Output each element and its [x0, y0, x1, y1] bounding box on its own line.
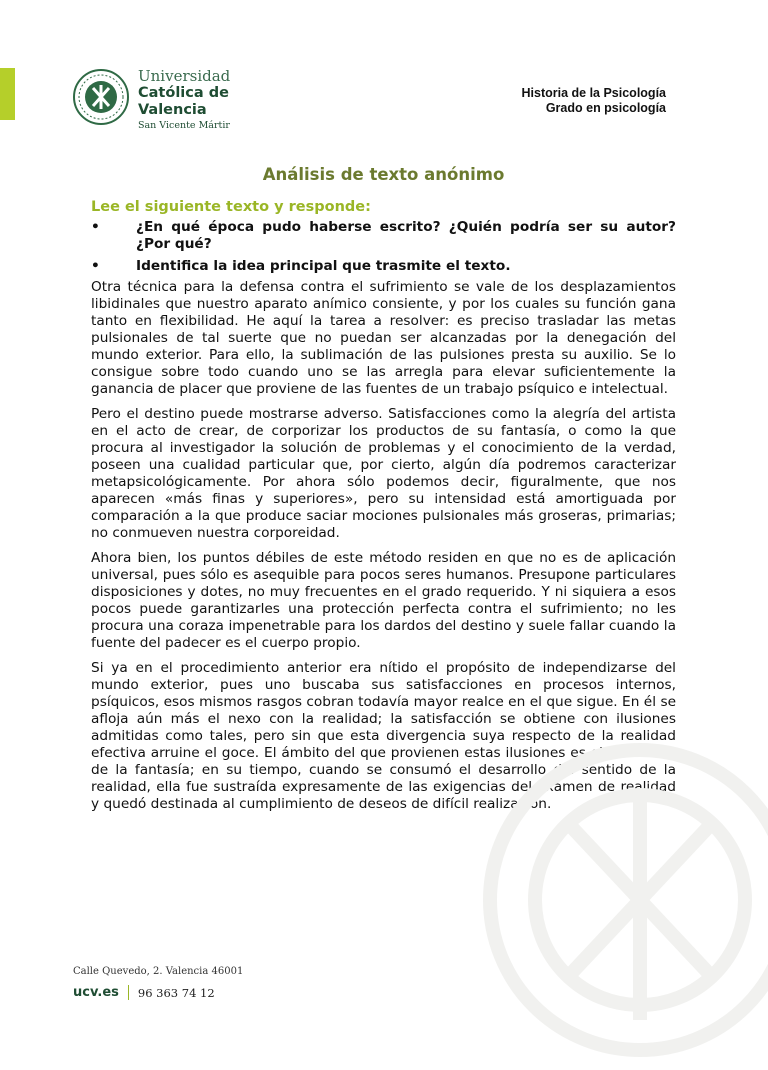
document-body [91, 166, 676, 821]
accent-bar [0, 68, 15, 120]
website-link[interactable]: ucv.es [73, 985, 119, 1000]
bullet-icon: • [91, 219, 100, 235]
question-text: Identifica la idea principal que trasmite el texto. [136, 258, 511, 274]
paragraph: Si ya en el procedimiento anterior era nítido el propósito de independizarse del mundo exterior, pues uno buscaba sus satisfacciones en procesos internos, psíquicos, esos mismos rasgos cobran todavía mayor realce en el que sigue. En él se afloja aún más el nexo con la realidad; la satisfacción se obtiene con ilusiones admitidas como tales, pero sin que esta divergencia suya respecto de la realidad efectiva arruine el goce. El ámbito del que provienen estas ilusiones es el de la vida de la fantasía; en su tiempo, cuando se consumó el desarrollo del sentido de la realidad, ella fue sustraída expresamente de las exigencias del examen de realidad y quedó destinada al cumplimiento de deseos de difícil realización. [91, 660, 676, 812]
course-header [522, 86, 667, 116]
phone-number: 96 363 74 12 [137, 985, 215, 1000]
paragraph: Pero el destino puede mostrarse adverso. Satisfacciones como la alegría del artista en el acto de crear, de corporizar los productos de su fantasía, o como la que procura al investigador la solución de problemas y el conocimiento de la verdad, poseen una cualidad particular que, por cierto, algún día podremos caracterizar metapsicológicamente. Por ahora sólo podemos decir, figuralmente, que nos aparecen «más finas y superiores», pero su intensidad está amortiguada por comparación a la que produce saciar mociones pulsionales más groseras, primarias; no conmueven nuestra corporeidad. [91, 406, 676, 541]
question-item [91, 219, 676, 253]
university-logo [72, 67, 242, 131]
degree-title: Grado en psicología [545, 101, 666, 115]
paragraph: Ahora bien, los puntos débiles de este método residen en que no es de aplicación universal, pues sólo es asequible para pocos seres humanos. Presupone particulares disposiciones y dotes, no muy frecuentes en el grado requerido. Y ni siquiera a esos pocos puede garantizarles una protección perfecta contra el sufrimiento; no les procura una coraza impenetrable para los dardos del destino y suele fallar cuando la fuente del padecer es el cuerpo propio. [91, 550, 676, 651]
footer-address: Calle Quevedo, 2. Valencia 46001 [73, 966, 244, 977]
course-title: Historia de la Psicología [521, 86, 666, 100]
bullet-icon: • [91, 258, 100, 274]
footer [73, 966, 243, 1000]
paragraph: Otra técnica para la defensa contra el sufrimiento se vale de los desplazamientos libidinales que nuestro aparato anímico consiente, y por los cuales su función gana tanto en flexibilidad. He aquí la tarea a resolver: es preciso trasladar las metas pulsionales de tal suerte que no puedan ser alcanzadas por la denegación del mundo exterior. Para ello, la sublimación de las pulsiones presta su auxilio. Se lo consigue sobre todo cuando uno se las arregla para elevar suficientemente la ganancia de placer que proviene de las fuentes de un trabajo psíquico e intelectual. [91, 279, 676, 397]
footer-divider [128, 985, 129, 1000]
instruction-text: Lee el siguiente texto y responde: [91, 199, 371, 215]
footer-contact [73, 985, 243, 1000]
logo-text-universidad: Universidad [138, 67, 231, 85]
logo-text-san-vicente: San Vicente Mártir [138, 120, 230, 131]
question-text: ¿En qué época pudo haberse escrito? ¿Quién podría ser su autor? ¿Por qué? [136, 219, 676, 252]
ucv-seal-icon [72, 68, 130, 126]
question-item [91, 258, 676, 275]
document-title: Análisis de texto anónimo [262, 165, 505, 184]
logo-text-valencia: Valencia [138, 101, 207, 118]
logo-text-catolica: Católica de [138, 85, 229, 101]
watermark-seal-icon [470, 730, 768, 1070]
